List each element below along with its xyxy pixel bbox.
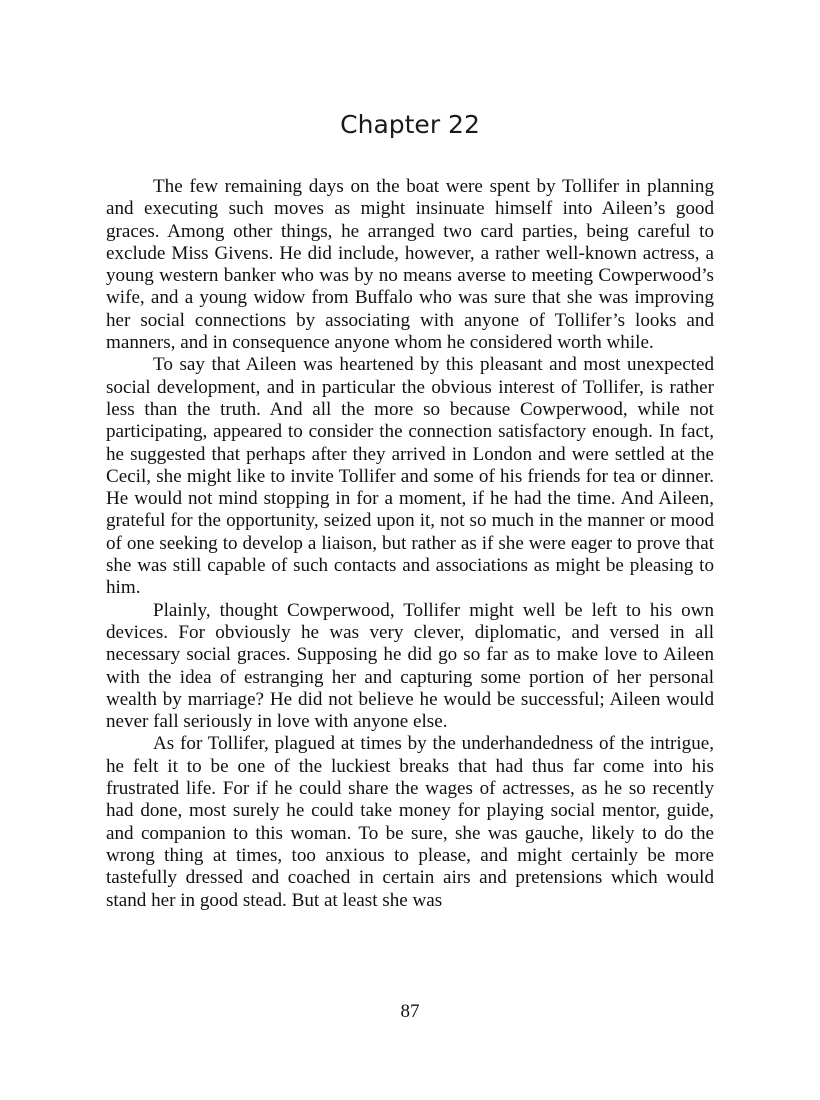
paragraph: To say that Aileen was heartened by this pleasant and most unexpected social development, and in particular the obvious interest of Tollifer, is rather less than the truth. And all the more so because Cowperwood, while not participating, appeared to consider the connection satisfactory enough. In fact, he suggested that perhaps after they arrived in London and were settled at the Cecil, she might like to invite Tollifer and some of his friends for tea or dinner. He would not mind stopping in for a moment, if he had the time. And Aileen, grateful for the opportunity, seized upon it, not so much in the manner or mood of one seeking to develop a liaison, but rather as if she were eager to prove that she was still capable of such contacts and associations as might be pleasing to him. <box>106 354 714 599</box>
paragraph: Plainly, thought Cowperwood, Tollifer might well be left to his own devices. For obviously he was very clever, diplomatic, and versed in all necessary social graces. Supposing he did go so far as to make love to Aileen with the idea of estranging her and capturing some portion of her personal wealth by marriage? He did not believe he would be successful; Aileen would never fall seriously in love with anyone else. <box>106 599 714 733</box>
chapter-body <box>106 176 714 912</box>
page-number: 87 <box>400 1001 420 1022</box>
paragraph: As for Tollifer, plagued at times by the underhandedness of the intrigue, he felt it to be one of the luckiest breaks that had thus far come into his frustrated life. For if he could share the wages of actresses, as he so recently had done, most surely he could take money for playing social mentor, guide, and companion to this woman. To be sure, she was gauche, likely to do the wrong thing at times, too anxious to please, and might certainly be more tastefully dressed and coached in certain airs and pretensions which would stand her in good stead. But at least she was <box>106 733 714 911</box>
paragraph: The few remaining days on the boat were spent by Tollifer in planning and executing such moves as might insinuate himself into Aileen’s good graces. Among other things, he arranged two card parties, being careful to exclude Miss Givens. He did include, however, a rather well-known actress, a young western banker who was by no means averse to meeting Cowperwood’s wife, and a young widow from Buffalo who was sure that she was improving her social connections by associating with anyone of Tollifer’s looks and manners, and in consequence anyone whom he considered worth while. <box>106 176 714 354</box>
chapter-title: Chapter 22 <box>340 110 480 139</box>
